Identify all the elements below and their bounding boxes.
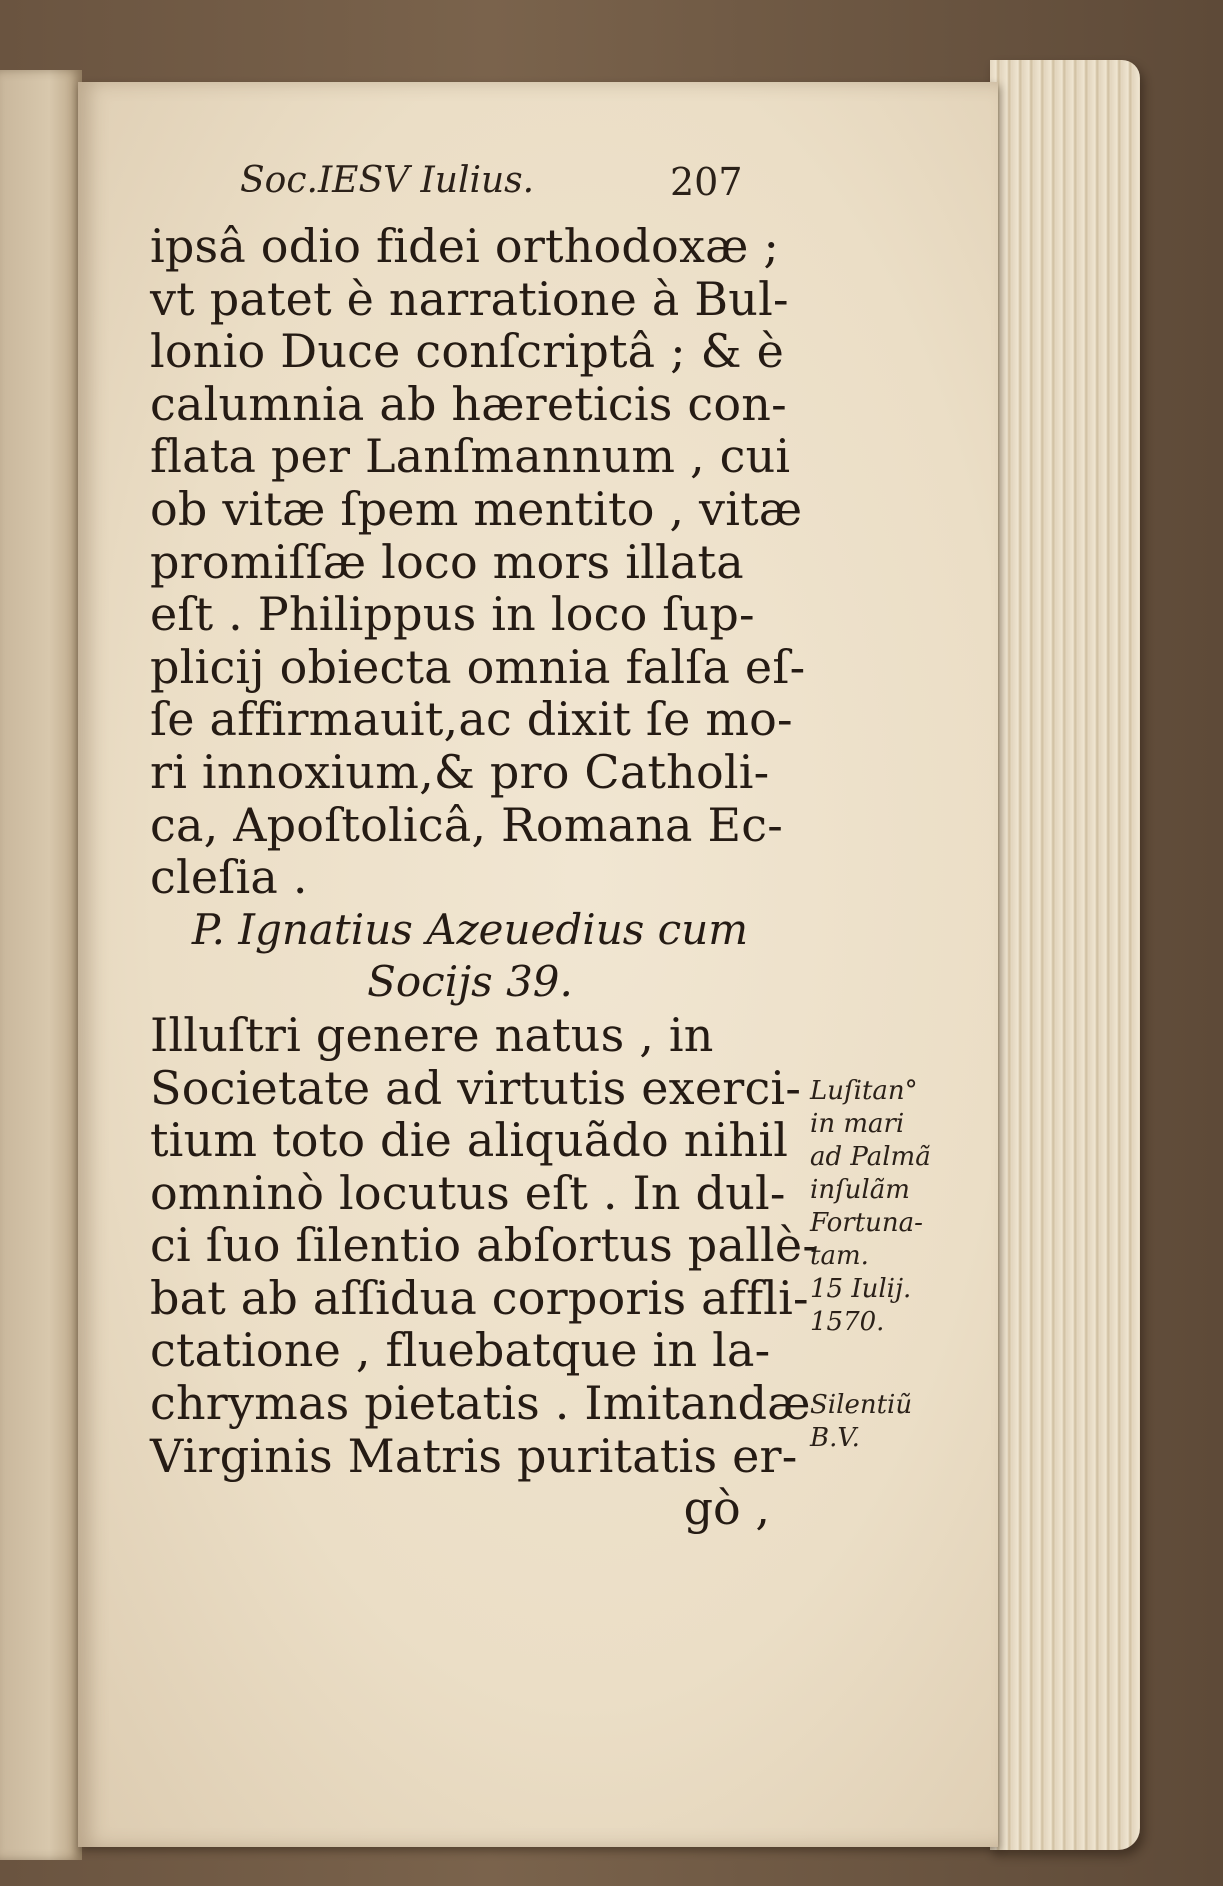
section-heading-continued: Socijs 39. bbox=[367, 957, 573, 1007]
text-line: ca, Apoſtolicâ, Romana Ec- bbox=[150, 797, 783, 852]
text-line: ſe affirmauit,ac dixit ſe mo- bbox=[150, 692, 793, 747]
text-line: chrymas pietatis . Imitandæ bbox=[150, 1376, 811, 1431]
margin-note: 15 Iulij. bbox=[810, 1274, 912, 1304]
text-line: plicij obiecta omnia falſa eſ- bbox=[150, 639, 806, 694]
margin-note: ad Palmã bbox=[810, 1142, 931, 1172]
text-line: calumnia ab hæreticis con- bbox=[150, 376, 787, 431]
text-line: tium toto die aliquãdo nihil bbox=[150, 1113, 789, 1168]
text-line: omninò locutus eſt . In dul- bbox=[150, 1165, 786, 1220]
section-heading: P. Ignatius Azeuedius cum bbox=[191, 904, 749, 954]
running-head: Soc.IESV Iulius. bbox=[240, 160, 535, 201]
marginal-notes bbox=[810, 1075, 990, 1455]
text-line: ipsâ odio fidei orthodoxæ ; bbox=[150, 219, 780, 273]
text-line: ri innoxium,& pro Catholi- bbox=[150, 744, 770, 799]
main-text-block bbox=[150, 219, 819, 1536]
margin-note: inſulãm bbox=[810, 1175, 910, 1205]
margin-note: B.V. bbox=[810, 1423, 860, 1453]
text-line: ctatione , fluebatque in la- bbox=[150, 1323, 771, 1378]
text-line: ob vitæ ſpem mentito , vitæ bbox=[150, 481, 803, 536]
margin-note: in mari bbox=[810, 1109, 905, 1139]
text-line: Illuſtri genere natus , in bbox=[150, 1007, 714, 1062]
margin-note: Luſitan° bbox=[810, 1076, 918, 1106]
text-line: promiſſæ loco mors illata bbox=[150, 534, 744, 589]
margin-note: Silentiũ bbox=[810, 1390, 913, 1420]
text-line: eſt . Philippus in loco ſup- bbox=[150, 587, 755, 642]
catchword: gò , bbox=[683, 1481, 770, 1536]
text-line: flata per Lanſmannum , cui bbox=[150, 429, 791, 484]
text-line: vt patet è narratione à Bul- bbox=[150, 271, 789, 326]
text-line: ci ſuo ſilentio abſortus pallè- bbox=[150, 1218, 819, 1273]
book-page-edges bbox=[990, 60, 1140, 1850]
margin-note: Fortuna- bbox=[810, 1208, 923, 1238]
text-line: cleſia . bbox=[150, 850, 308, 905]
text-line: lonio Duce conſcriptâ ; & è bbox=[150, 324, 785, 379]
margin-note: 1570. bbox=[810, 1307, 885, 1337]
page-number: 207 bbox=[670, 160, 743, 204]
margin-note: tam. bbox=[810, 1241, 869, 1271]
page-header bbox=[240, 160, 800, 210]
text-line: bat ab aſſidua corporis affli- bbox=[150, 1270, 809, 1325]
facing-page-edge bbox=[0, 70, 82, 1860]
text-line: Societate ad virtutis exerci- bbox=[150, 1060, 802, 1115]
text-line: Virginis Matris puritatis er- bbox=[150, 1428, 798, 1483]
